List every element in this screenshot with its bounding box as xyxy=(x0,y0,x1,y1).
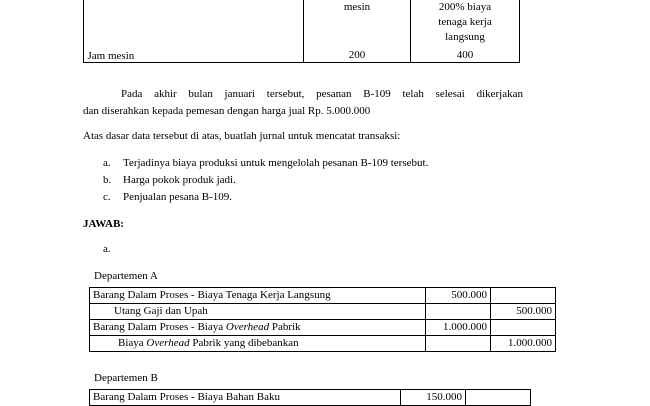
debit-cell xyxy=(426,336,491,352)
col3-header-line-3: langsung xyxy=(445,31,485,43)
dept-b-title: Departemen B xyxy=(94,372,158,384)
table-row xyxy=(90,390,531,406)
debit-cell xyxy=(426,304,491,320)
answer-letter: a. xyxy=(103,243,111,255)
col3-header-line-2: tenaga kerja xyxy=(438,16,492,28)
credit-cell: 1.000.000 xyxy=(491,336,556,352)
question-a-text: Terjadinya biaya produksi untuk mengelolah pesanan B-109 tersebut. xyxy=(123,157,429,169)
credit-cell xyxy=(466,390,531,406)
question-c-letter: c. xyxy=(103,191,111,203)
table-row xyxy=(90,336,556,352)
col2-header: mesin xyxy=(343,1,371,13)
credit-cell: 500.000 xyxy=(491,304,556,320)
paragraph-1-line-1: Pada akhir bulan januari tersebut, pesanan B-109 telah selesai dikerjakan xyxy=(121,88,523,100)
dept-a-title: Departemen A xyxy=(94,270,158,282)
account-cell: Biaya Overhead Pabrik yang dibebankan xyxy=(90,336,426,352)
row-label: Jam mesin xyxy=(87,49,135,62)
paragraph-1-line-2: dan diserahkan kepada pemesan dengan harga jual Rp. 5.000.000 xyxy=(83,105,371,117)
question-b-text: Harga pokok produk jadi. xyxy=(123,174,236,186)
answer-heading: JAWAB: xyxy=(83,218,124,230)
question-b-letter: b. xyxy=(103,174,112,186)
debit-cell: 1.000.000 xyxy=(426,320,491,336)
credit-cell xyxy=(491,288,556,304)
row-value-1: 200 xyxy=(348,49,366,61)
debit-cell: 500.000 xyxy=(426,288,491,304)
debit-cell: 150.000 xyxy=(401,390,466,406)
row-value-2: 400 xyxy=(456,49,474,61)
paragraph-2: Atas dasar data tersebut di atas, buatlah jurnal untuk mencatat transaksi: xyxy=(83,130,401,142)
paragraph-1 xyxy=(83,86,523,120)
account-cell: Barang Dalam Proses - Biaya Bahan Baku xyxy=(90,390,401,406)
dept-a-journal-table xyxy=(89,287,556,352)
account-cell: Barang Dalam Proses - Biaya Tenaga Kerja Langsung xyxy=(90,288,426,304)
cost-table-label-cell xyxy=(84,0,304,63)
table-row xyxy=(90,304,556,320)
account-cell: Utang Gaji dan Upah xyxy=(90,304,426,320)
cost-table xyxy=(83,0,520,63)
question-a-letter: a. xyxy=(103,157,111,169)
cost-table-dept-a-cell xyxy=(304,0,411,63)
question-c-text: Penjualan pesana B-109. xyxy=(123,191,233,203)
dept-b-journal-table xyxy=(89,389,531,406)
cost-table-dept-b-cell xyxy=(411,0,520,63)
credit-cell xyxy=(491,320,556,336)
col3-header-line-1: 200% biaya xyxy=(438,1,492,13)
table-row xyxy=(90,320,556,336)
col3-header xyxy=(411,0,519,45)
table-row xyxy=(90,288,556,304)
account-cell: Barang Dalam Proses - Biaya Overhead Pabrik xyxy=(90,320,426,336)
